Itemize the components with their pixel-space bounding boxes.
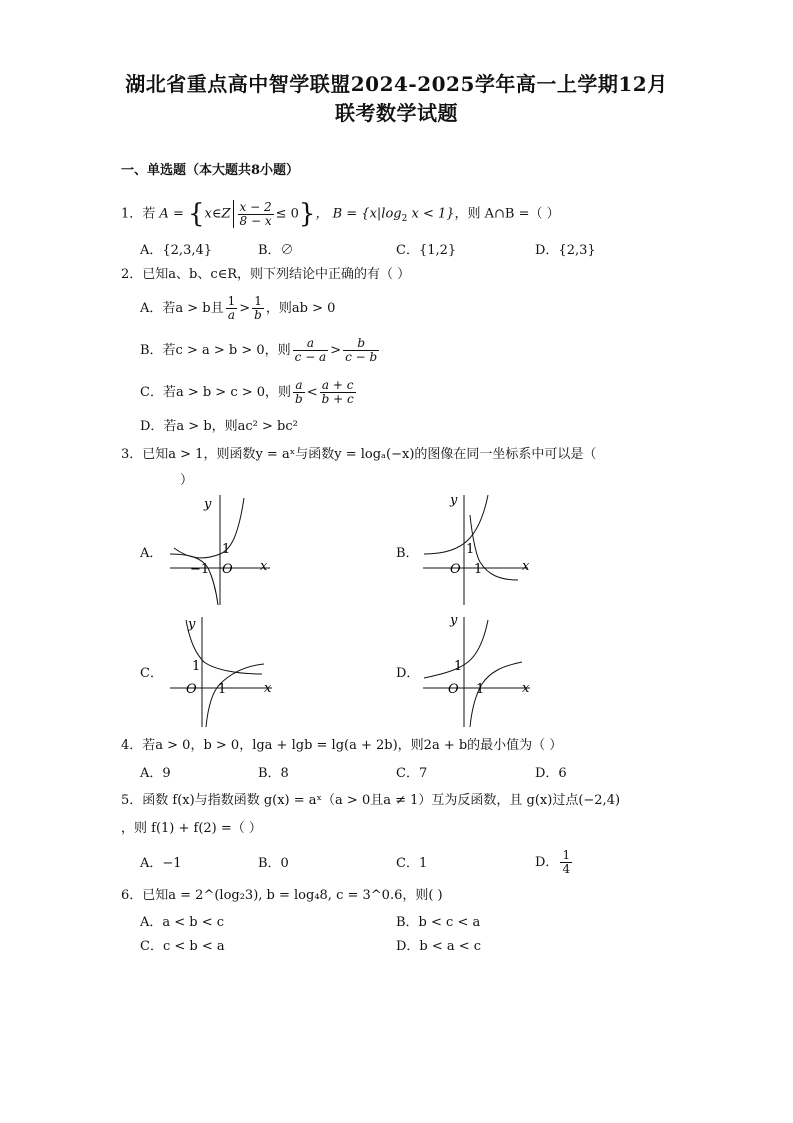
- graph-c-origin-label: O: [186, 682, 197, 697]
- graph-c-one-label-y: 1: [192, 659, 201, 674]
- q4-option-a: A．9: [140, 766, 171, 781]
- q2-c-f1d: b: [295, 392, 303, 406]
- q2-b-f1d: c − a: [294, 350, 327, 364]
- graph-b-one-label-y: 1: [466, 542, 475, 557]
- graph-c-one-label-x: 1: [218, 682, 227, 697]
- q1-option-a: A．{2,3,4}: [140, 243, 213, 258]
- q2-a-f1n: 1: [227, 294, 236, 308]
- question-5-stem-cont: ，则 f(1) + f(2) =（ ）: [121, 821, 262, 836]
- question-1-stem: [121, 200, 560, 228]
- q2-c-lt: <: [306, 385, 318, 400]
- graph-b-origin-label: O: [450, 562, 461, 577]
- q1-lead: 1．若: [121, 206, 156, 222]
- q2-c-f2d: b + c: [321, 392, 354, 406]
- q2-b-frac2: [343, 337, 379, 364]
- q6-option-c: C．c < b < a: [140, 939, 225, 954]
- q1-fraction: [238, 201, 274, 228]
- q1-b-sub: 2: [401, 214, 408, 225]
- q6-option-b: B．b < c < a: [396, 915, 481, 930]
- graph-d-one-label-y: 1: [454, 659, 463, 674]
- q2-b-gt: >: [330, 343, 342, 358]
- q3-graph-b: [418, 490, 538, 610]
- q2-a-frac2: [252, 295, 264, 322]
- q2-option-d: D．若a > b，则ac² > bc²: [140, 419, 298, 434]
- q5-option-c: C．1: [396, 856, 428, 871]
- q3-option-b-label: B．: [396, 546, 419, 561]
- q3-graph-a: [160, 490, 280, 610]
- q2-c-lead: C．若a > b > c > 0，则: [140, 385, 292, 400]
- q1-option-b: B．∅: [258, 243, 294, 258]
- q1-set-a-right: ≤ 0: [275, 206, 299, 222]
- q2-option-b: [140, 336, 381, 366]
- q2-b-f2n: b: [343, 337, 379, 351]
- question-6-stem: 6．已知a = 2^(log₂3), b = log₄8, c = 3^0.6，则( ): [121, 888, 443, 903]
- graph-d-y-label: y: [450, 613, 458, 628]
- question-3-stem: 3．已知a > 1，则函数y = aˣ与函数y = logₐ(−x)的图像在同一坐标系中可以是（: [121, 447, 597, 462]
- graph-d-origin-label: O: [448, 682, 459, 697]
- q1-option-c: C．{1,2}: [396, 243, 457, 258]
- q1-frac-den: 8 − x: [239, 213, 272, 228]
- graph-d-x-label: x: [522, 681, 530, 696]
- q6-option-a: A．a < b < c: [140, 915, 225, 930]
- q2-c-f2n: a + c: [320, 379, 356, 393]
- q3-option-a-label: A．: [140, 546, 163, 561]
- q4-option-c: C．7: [396, 766, 428, 781]
- q1-a-part: A =: [159, 206, 184, 222]
- q5-option-d: [535, 848, 574, 878]
- q2-b-f1n: a: [293, 337, 329, 351]
- q5-option-a: A．−1: [140, 856, 182, 871]
- q2-c-frac1: [293, 379, 305, 406]
- q1-b-tail: x < 1}: [407, 206, 455, 222]
- graph-b-x-label: x: [522, 559, 530, 574]
- q2-option-a: [140, 294, 335, 324]
- graph-a-x-label: x: [260, 559, 268, 574]
- question-2-stem: 2．已知a、b、c∈R，则下列结论中正确的有（ ）: [121, 267, 411, 282]
- q3-option-d-label: D．: [396, 666, 420, 681]
- graph-c-x-label: x: [264, 681, 272, 696]
- q4-option-b: B．8: [258, 766, 289, 781]
- question-5-stem: 5．函数 f(x)与指数函数 g(x) = aˣ（a > 0且a ≠ 1）互为反函数，且 g(x)过点(−2,4): [121, 793, 621, 808]
- graph-d-one-label-x: 1: [476, 682, 485, 697]
- graph-a-one-label: 1: [222, 542, 231, 557]
- q1-ask: ，则 A∩B =（ ）: [454, 206, 560, 222]
- q1-set-bar: [233, 200, 234, 228]
- graph-c-y-label: y: [188, 617, 196, 632]
- title-line-1: 湖北省重点高中智学联盟2024-2025学年高一上学期12月: [125, 72, 668, 96]
- q1-brace-left: {: [187, 199, 205, 229]
- title-line-2: 联考数学试题: [335, 101, 458, 125]
- q1-option-d: D．{2,3}: [535, 243, 596, 258]
- graph-a-neg-one-label: −1: [190, 562, 210, 577]
- question-4-stem: 4．若a > 0，b > 0，lga + lgb = lg(a + 2b)，则2a + b的最小值为（ ）: [121, 738, 563, 753]
- section-heading: 一、单选题（本大题共8小题）: [121, 163, 300, 178]
- q2-option-c: [140, 378, 358, 408]
- q3-graph-d: [418, 612, 538, 732]
- graph-a-y-label: y: [204, 497, 212, 512]
- q2-a-f2n: 1: [252, 295, 264, 309]
- graph-b-y-label: y: [450, 493, 458, 508]
- q2-b-f2d: c − b: [345, 350, 378, 364]
- q5-option-b: B．0: [258, 856, 289, 871]
- q5-d-lead: D．: [535, 855, 559, 870]
- q2-a-lead: A．若a > b且: [140, 301, 224, 316]
- q1-b-part: ， B = {x|log: [315, 206, 402, 222]
- q2-a-gt: >: [239, 301, 251, 316]
- q2-a-f1d: a: [227, 308, 236, 322]
- graph-a-origin-label: O: [222, 562, 233, 577]
- q2-c-f1n: a: [293, 379, 305, 393]
- q3-option-c-label: C．: [140, 666, 163, 681]
- q5-d-num: 1: [562, 848, 571, 862]
- question-3-stem-close: ）: [180, 473, 194, 488]
- q5-d-den: 4: [562, 862, 571, 876]
- q2-a-f2d: b: [254, 308, 262, 322]
- q2-b-frac1: [293, 337, 329, 364]
- q5-d-frac: [560, 849, 572, 876]
- q1-frac-num: x − 2: [239, 199, 272, 214]
- q2-a-frac1: [226, 295, 238, 322]
- graph-b-one-label-x: 1: [474, 562, 483, 577]
- q6-option-d: D．b < a < c: [396, 939, 482, 954]
- q3-graph-c: [160, 612, 280, 732]
- q1-brace-right: }: [298, 199, 316, 229]
- q1-set-a-left: x∈Z: [204, 206, 231, 222]
- q2-a-tail: ，则ab > 0: [265, 301, 336, 316]
- q4-option-d: D．6: [535, 766, 567, 781]
- q2-b-lead: B．若c > a > b > 0，则: [140, 343, 291, 358]
- q2-c-frac2: [320, 379, 356, 406]
